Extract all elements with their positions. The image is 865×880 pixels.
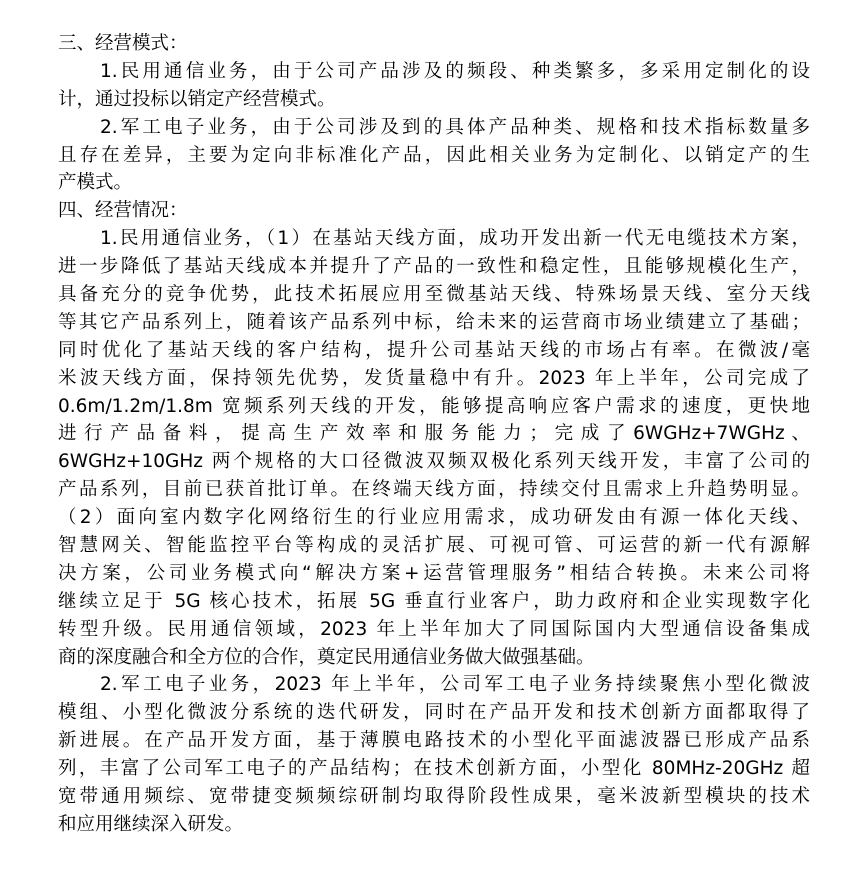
paragraph-line: （2）面向室内数字化网络衍生的行业应用需求，成功研发由有源一体化天线、 [58, 507, 810, 529]
paragraph-line: 智慧网关、智能监控平台等构成的灵活扩展、可视可管、可运营的新一代有源解 [58, 535, 810, 557]
paragraph-line: 决方案，公司业务模式向“解决方案+运营管理服务”相结合转换。未来公司将 [58, 562, 810, 584]
paragraph-line: 宽带通用频综、宽带捷变频频综研制均取得阶段性成果，毫米波新型模块的技术 [58, 786, 810, 808]
paragraph-line: 商的深度融合和全方位的合作，奠定民用通信业务做大做强基础。 [58, 646, 595, 668]
paragraph-line: 和应用继续深入研发。 [58, 813, 244, 835]
paragraph-line: 具备充分的竞争优势，此技术拓展应用至微基站天线、特殊场景天线、室分天线 [58, 284, 810, 306]
document-body [58, 30, 810, 839]
paragraph-line: 继续立足于 5G 核心技术，拓展 5G 垂直行业客户，助力政府和企业实现数字化 [58, 590, 810, 612]
paragraph-line: 新进展。在产品开发方面，基于薄膜电路技术的小型化平面滤波器已形成产品系 [58, 730, 810, 752]
paragraph-line: 0.6m/1.2m/1.8m 宽频系列天线的开发，能够提高响应客户需求的速度，更快地 [58, 395, 810, 417]
paragraph-line: 等其它产品系列上，随着该产品系列中标，给未来的运营商市场业绩建立了基础； [58, 311, 810, 333]
paragraph-line: 产品系列，目前已获首批订单。在终端天线方面，持续交付且需求上升趋势明显。 [58, 479, 810, 501]
section-heading-business-status: 四、经营情况： [58, 200, 188, 222]
paragraph-line: 进 行 产 品 备 料 ， 提 高 生 产 效 率 和 服 务 能 力 ； 完 成 了 6WGHz+7WGHz 、 [58, 423, 810, 445]
paragraph-line: 计，通过投标以销定产经营模式。 [58, 88, 336, 110]
paragraph-line: 进一步降低了基站天线成本并提升了产品的一致性和稳定性，且能够规模化生产， [58, 256, 810, 278]
paragraph-line: 模组、小型化微波分系统的迭代研发，同时在产品开发和技术创新方面都取得了 [58, 702, 810, 724]
paragraph-line: 转型升级。民用通信领域，2023 年上半年加大了同国际国内大型通信设备集成 [58, 618, 810, 640]
paragraph-line: 1.民用通信业务，由于公司产品涉及的频段、种类繁多，多采用定制化的设 [100, 60, 810, 82]
paragraph-line: 列，丰富了公司军工电子的产品结构；在技术创新方面，小型化 80MHz-20GHz 超 [58, 758, 810, 780]
paragraph-line: 2.军工电子业务，2023 年上半年，公司军工电子业务持续聚焦小型化微波 [100, 674, 810, 696]
paragraph-line: 1.民用通信业务，（1）在基站天线方面，成功开发出新一代无电缆技术方案， [100, 228, 810, 250]
paragraph-line: 且存在差异，主要为定向非标准化产品，因此相关业务为定制化、以销定产的生 [58, 144, 810, 166]
paragraph-line: 同时优化了基站天线的客户结构，提升公司基站天线的市场占有率。在微波/毫 [58, 339, 810, 361]
paragraph-line: 2.军工电子业务，由于公司涉及到的具体产品种类、规格和技术指标数量多 [100, 116, 810, 138]
section-heading-business-model: 三、经营模式： [58, 33, 188, 54]
paragraph-line: 产模式。 [58, 172, 133, 194]
paragraph-line: 米波天线方面，保持领先优势，发货量稳中有升。2023 年上半年，公司完成了 [58, 367, 810, 389]
paragraph-line: 6WGHz+10GHz 两个规格的大口径微波双频双极化系列天线开发，丰富了公司的 [58, 451, 810, 473]
